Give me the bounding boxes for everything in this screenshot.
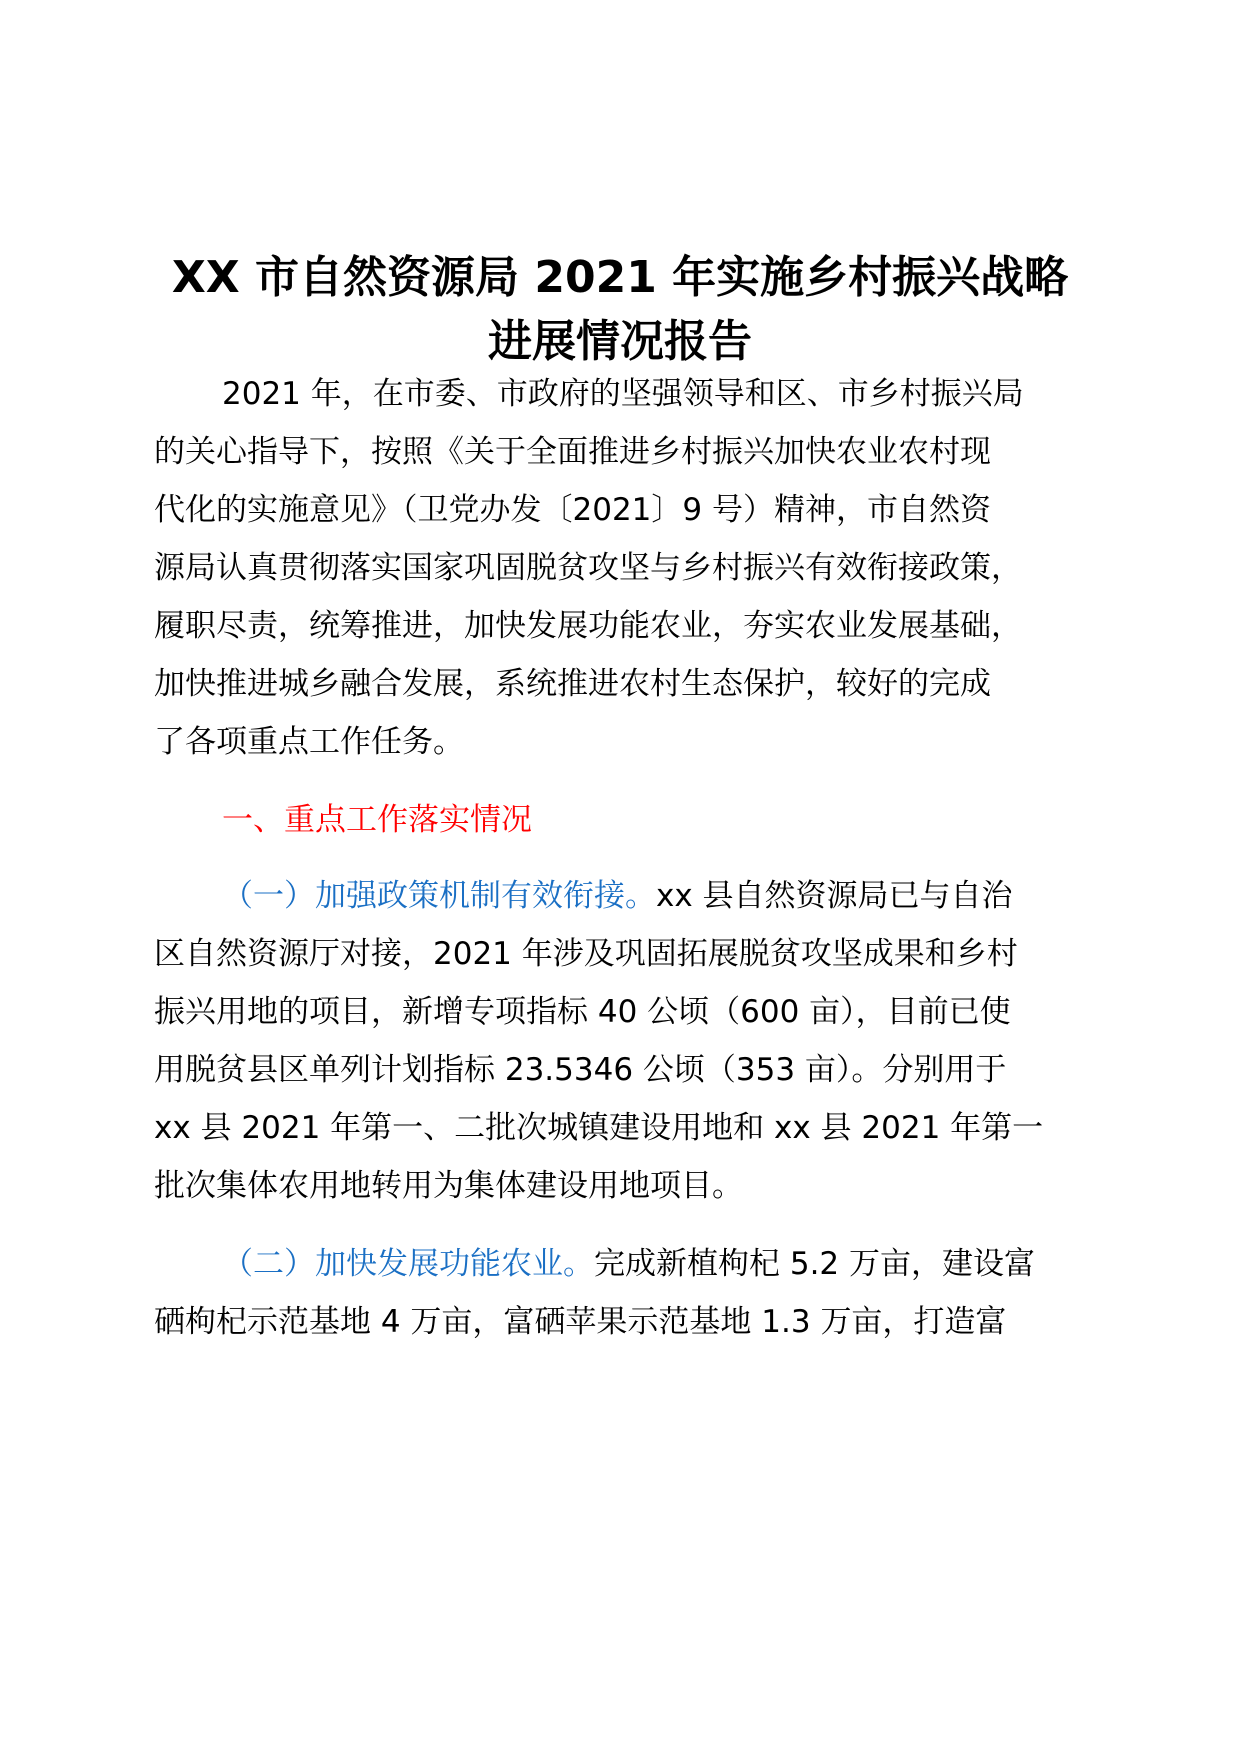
section-heading: 一、重点工作落实情况: [222, 802, 532, 838]
document-title-line-1: XX 市自然资源局 2021 年实施乡村振兴战略: [171, 252, 1069, 303]
paragraph-line: 区自然资源厅对接，2021 年涉及巩固拓展脱贫攻坚成果和乡村: [154, 936, 1018, 972]
subsection-heading: （二）加快发展功能农业。: [222, 1246, 594, 1282]
paragraph-line: 加快推进城乡融合发展，系统推进农村生态保护，较好的完成: [154, 666, 991, 702]
document-title-line-2: 进展情况报告: [488, 316, 752, 367]
paragraph-line: 代化的实施意见》（卫党办发〔2021〕9 号）精神，市自然资: [154, 492, 991, 528]
paragraph-text: 完成新植枸杞 5.2 万亩，建设富: [594, 1246, 1036, 1282]
paragraph-line: 了各项重点工作任务。: [154, 724, 464, 760]
subsection-heading: （一）加强政策机制有效衔接。: [222, 878, 656, 914]
paragraph-line: 振兴用地的项目，新增专项指标 40 公顷（600 亩），目前已使: [154, 994, 1011, 1030]
paragraph-line: 批次集体农用地转用为集体建设用地项目。: [154, 1168, 743, 1204]
paragraph-line: 硒枸杞示范基地 4 万亩，富硒苹果示范基地 1.3 万亩，打造富: [154, 1304, 1007, 1340]
paragraph-line: 的关心指导下，按照《关于全面推进乡村振兴加快农业农村现: [154, 434, 991, 470]
paragraph-text: xx 县自然资源局已与自治: [656, 878, 1013, 914]
paragraph-line: 用脱贫县区单列计划指标 23.5346 公顷（353 亩）。分别用于: [154, 1052, 1007, 1088]
paragraph-line: 2021 年，在市委、市政府的坚强领导和区、市乡村振兴局: [222, 376, 1024, 412]
subsection-2-first-line: [222, 1244, 1182, 1284]
subsection-1-first-line: [222, 876, 1182, 916]
paragraph-line: 履职尽责，统筹推进，加快发展功能农业，夯实农业发展基础，: [154, 608, 1022, 644]
paragraph-line: xx 县 2021 年第一、二批次城镇建设用地和 xx 县 2021 年第一: [154, 1110, 1044, 1146]
paragraph-line: 源局认真贯彻落实国家巩固脱贫攻坚与乡村振兴有效衔接政策，: [154, 550, 1022, 586]
